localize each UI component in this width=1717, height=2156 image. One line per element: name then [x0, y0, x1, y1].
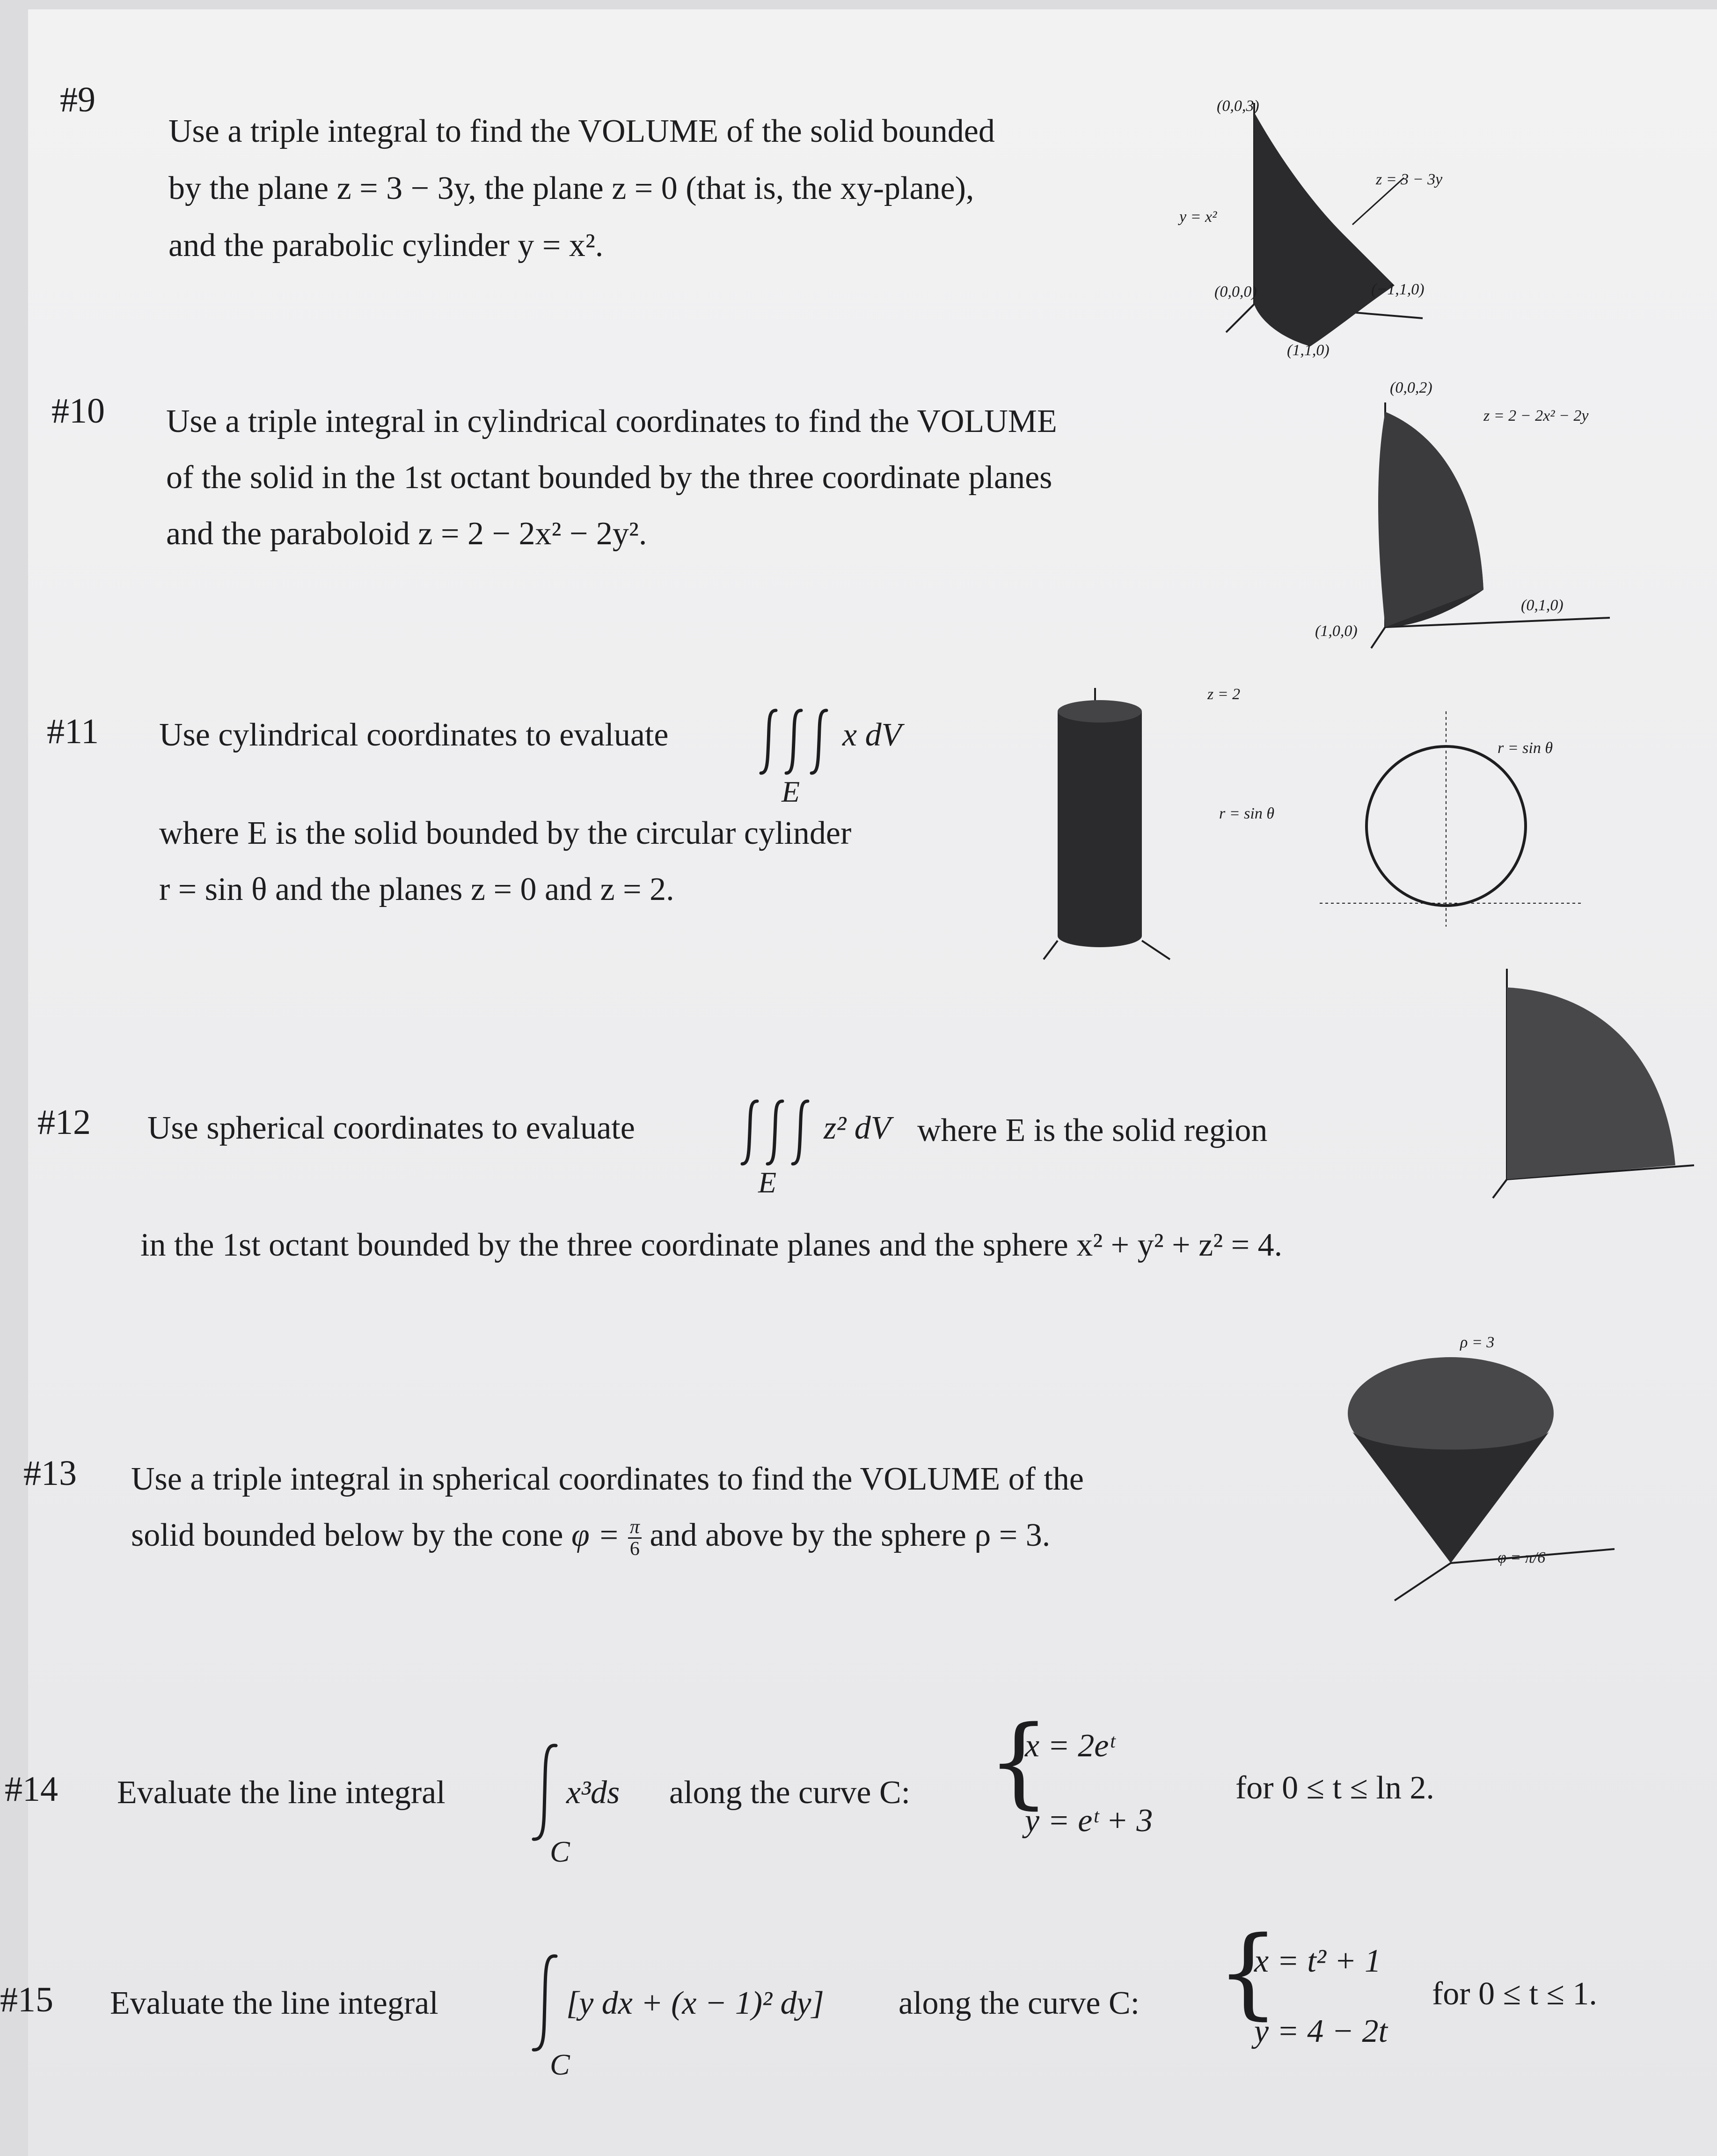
problem-11-region: E — [782, 775, 800, 808]
cone-body — [1352, 1432, 1549, 1563]
problem-14-eq2: y = eᵗ + 3 — [1025, 1803, 1153, 1839]
problem-9-number: #9 — [60, 80, 95, 119]
worksheet-page — [0, 9, 1717, 2156]
fig9-label-top: (0,0,3) — [1217, 97, 1259, 115]
fig10-label-x-point: (1,0,0) — [1315, 622, 1358, 640]
problem-10-line3: and the paraboloid z = 2 − 2x² − 2y². — [166, 516, 647, 552]
fig9-label-origin: (0,0,0) — [1214, 283, 1257, 300]
problem-11-line3: r = sin θ and the planes z = 0 and z = 2. — [159, 871, 674, 907]
fig9-label-cylinder: y = x² — [1179, 208, 1217, 226]
problem-13-phi: φ = — [571, 1517, 620, 1553]
problem-14-range: for 0 ≤ t ≤ ln 2. — [1235, 1770, 1434, 1806]
problem-14-along: along the curve C: — [669, 1775, 911, 1811]
problem-15-integrand: [y dx + (x − 1)² dy] — [566, 1985, 824, 2021]
problem-14-integrand: x³ds — [566, 1775, 620, 1811]
problem-12-integrand: z² dV — [824, 1110, 891, 1146]
problem-10-number: #10 — [51, 391, 105, 431]
problem-14-line1: Evaluate the line integral — [117, 1775, 446, 1811]
problem-13-line2 — [131, 1507, 1050, 1564]
figure-12-sphere-octant — [1479, 964, 1699, 1207]
problem-13-line2a: solid bounded below by the cone — [131, 1517, 563, 1553]
problem-15-brace: { — [1217, 1915, 1279, 2030]
triple-integral-sign-12 — [739, 1097, 819, 1168]
problem-15-eq1: x = t² + 1 — [1254, 1943, 1381, 1979]
fig13-label-sphere: ρ = 3 — [1460, 1334, 1495, 1351]
figure-13-cone-sphere — [1324, 1357, 1624, 1601]
fig11-label-side: r = sin θ — [1219, 805, 1275, 822]
problem-14-brace: { — [987, 1704, 1050, 1819]
fig9-label-point-1: (−1,1,0) — [1371, 281, 1425, 298]
figure-10-paraboloid-solid — [1329, 393, 1657, 655]
problem-10-line1: Use a triple integral in cylindrical coordinates to find the VOLUME — [166, 403, 1057, 439]
problem-10-line2: of the solid in the 1st octant bounded by the three coordinate planes — [166, 460, 1052, 496]
problem-12-number: #12 — [37, 1103, 91, 1142]
figure-11-cylinder — [1039, 679, 1217, 969]
fig10-label-y-point: (0,1,0) — [1521, 597, 1564, 614]
cylinder-body — [1058, 711, 1142, 936]
problem-15-region: C — [550, 2048, 570, 2081]
problem-12-line1b: where E is the solid region — [917, 1112, 1268, 1148]
problem-12-line1: Use spherical coordinates to evaluate — [147, 1110, 635, 1146]
problem-9-line1: Use a triple integral to find the VOLUME of the solid bounded — [168, 113, 995, 149]
problem-15-along: along the curve C: — [899, 1985, 1140, 2021]
fig10-label-surface: z = 2 − 2x² − 2y — [1483, 407, 1589, 424]
solid-9-shape — [1254, 112, 1395, 346]
integral-sign-15 — [529, 1951, 562, 2054]
problem-13-fraction: $\frac{\pi}{6}$ — [628, 1517, 642, 1559]
solid-12-shape — [1507, 987, 1675, 1179]
problem-15-eq2: y = 4 − 2t — [1254, 2013, 1388, 2049]
problem-13-line2b: and above by the sphere ρ = 3. — [650, 1517, 1051, 1553]
problem-9-line2: by the plane z = 3 − 3y, the plane z = 0 (that is, the xy-plane), — [168, 170, 974, 206]
fig11-label-top: z = 2 — [1207, 686, 1241, 703]
problem-12-line2: in the 1st octant bounded by the three coordinate planes and the sphere x² + y² + z² = 4. — [140, 1227, 1283, 1263]
problem-11-number: #11 — [47, 712, 99, 751]
fig9-label-plane: z = 3 − 3y — [1376, 171, 1443, 188]
problem-13-line1: Use a triple integral in spherical coordinates to find the VOLUME of the — [131, 1461, 1084, 1497]
figure-9-plane-cylinder-solid — [1170, 84, 1498, 374]
problem-15-number: #15 — [0, 1980, 53, 2019]
problem-14-region: C — [550, 1835, 570, 1868]
problem-14-number: #14 — [5, 1769, 58, 1809]
fig10-label-top: (0,0,2) — [1390, 379, 1432, 396]
problem-9-line3: and the parabolic cylinder y = x². — [168, 227, 604, 263]
problem-12-region: E — [758, 1166, 777, 1199]
problem-15-range: for 0 ≤ t ≤ 1. — [1432, 1976, 1597, 2012]
triple-integral-sign-11 — [758, 707, 838, 777]
integral-sign-14 — [529, 1741, 562, 1844]
problem-11-line2: where E is the solid bounded by the circular cylinder — [159, 815, 852, 851]
problem-11-integrand: x dV — [842, 717, 902, 753]
problem-11-line1: Use cylindrical coordinates to evaluate — [159, 717, 669, 753]
fig13-label-cone: φ = π/6 — [1498, 1549, 1546, 1566]
fig9-label-point-2: (1,1,0) — [1287, 342, 1330, 359]
problem-15-line1: Evaluate the line integral — [110, 1985, 438, 2021]
problem-14-eq1: x = 2eᵗ — [1025, 1728, 1115, 1764]
problem-13-number: #13 — [23, 1454, 77, 1493]
fig11-label-circle: r = sin θ — [1498, 739, 1553, 757]
